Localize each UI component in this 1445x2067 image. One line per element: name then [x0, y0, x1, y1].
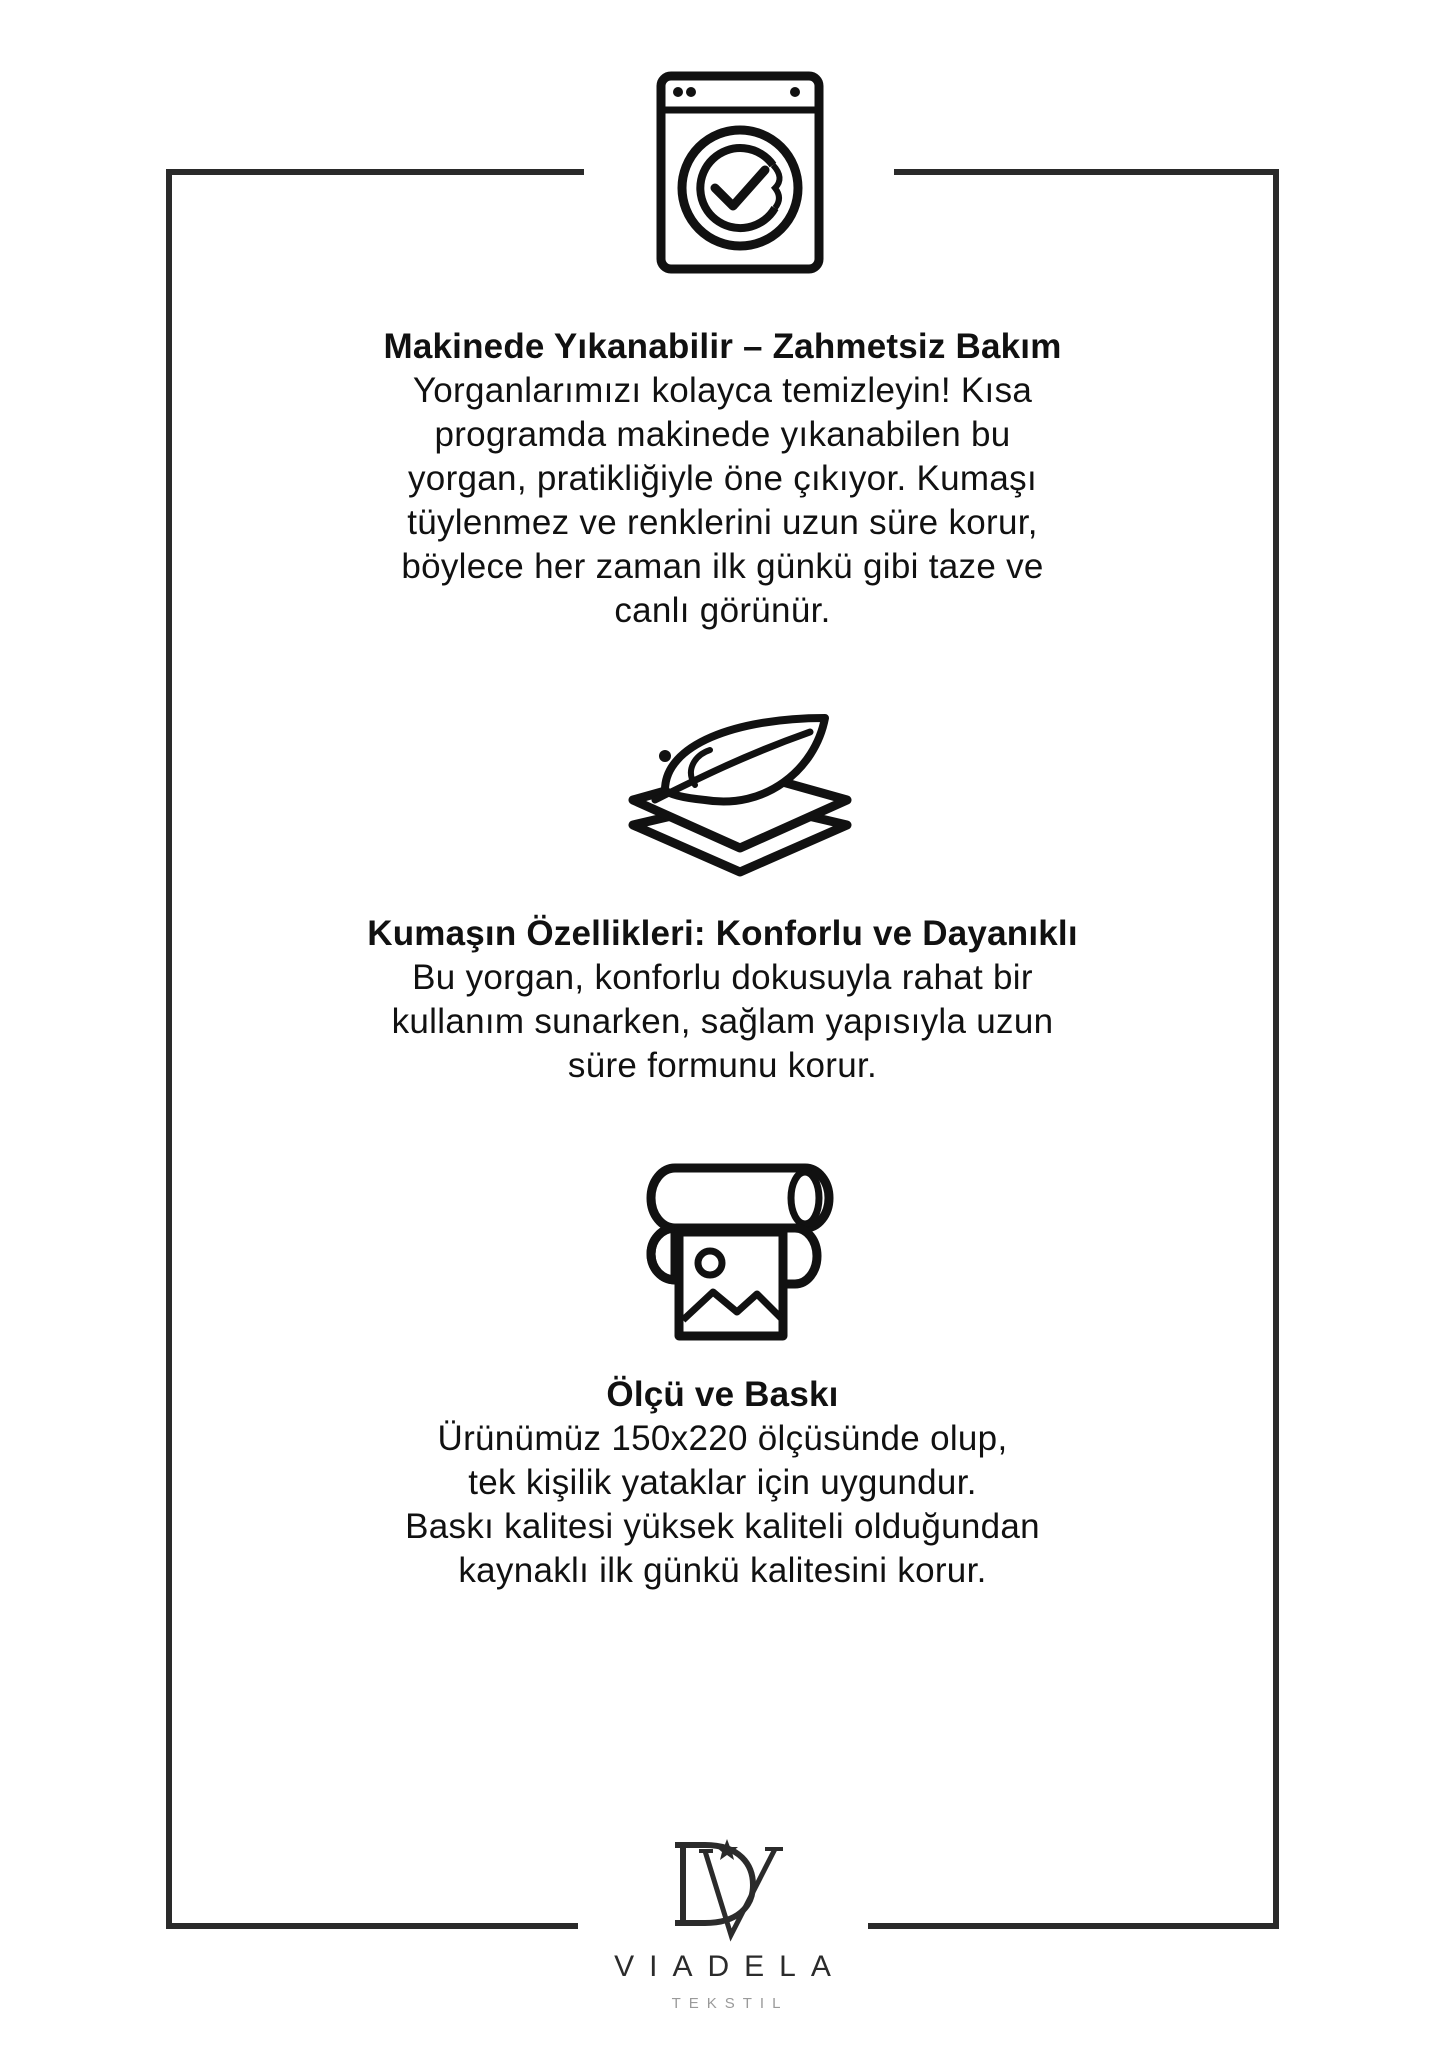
brand-name: VIADELA — [614, 1950, 846, 1983]
frame-top-left-line — [166, 169, 584, 175]
section-text-line: Bu yorgan, konforlu dokusuyla rahat bir — [412, 958, 1033, 997]
section-size-print — [260, 1373, 1185, 1593]
section-text-line: kullanım sunarken, sağlam yapısıyla uzun — [391, 1002, 1054, 1041]
section-title: Ölçü ve Baskı — [606, 1375, 839, 1414]
section-text-line: tek kişilik yataklar için uygundur. — [468, 1463, 977, 1502]
section-text-line: böylece her zaman ilk günkü gibi taze ve — [401, 547, 1044, 586]
section-text-line: programda makinede yıkanabilen bu — [434, 415, 1011, 454]
section-text-line: Yorganlarımızı kolayca temizleyin! Kısa — [412, 371, 1033, 410]
section-text-line: canlı görünür. — [614, 591, 831, 630]
section-text-line: kaynaklı ilk günkü kalitesini korur. — [458, 1551, 987, 1590]
washing-machine-icon — [655, 70, 825, 275]
frame-top-right-line — [894, 169, 1279, 175]
frame-bottom-right-line — [868, 1923, 1279, 1929]
section-text-line: Ürünümüz 150x220 ölçüsünde olup, — [437, 1419, 1008, 1458]
frame-right-line — [1273, 169, 1279, 1929]
section-text-line: tüylenmez ve renklerini uzun süre korur, — [407, 503, 1038, 542]
print-roll-icon — [645, 1160, 835, 1345]
section-text-line: Baskı kalitesi yüksek kaliteli olduğundan — [405, 1507, 1040, 1546]
frame-bottom-left-line — [166, 1923, 578, 1929]
section-machine-washable — [260, 325, 1185, 633]
section-title: Kumaşın Özellikleri: Konforlu ve Dayanıklı — [367, 914, 1078, 953]
section-text-line: yorgan, pratikliğiyle öne çıkıyor. Kumaşı — [408, 459, 1037, 498]
section-title: Makinede Yıkanabilir – Zahmetsiz Bakım — [383, 327, 1062, 366]
frame-left-line — [166, 169, 172, 1929]
brand-monogram-logo — [665, 1825, 795, 1945]
fabric-layers-feather-icon — [625, 710, 855, 880]
section-fabric-features — [260, 912, 1185, 1088]
section-text-line: süre formunu korur. — [567, 1046, 878, 1085]
brand-subtitle: TEKSTIL — [671, 1995, 789, 2012]
